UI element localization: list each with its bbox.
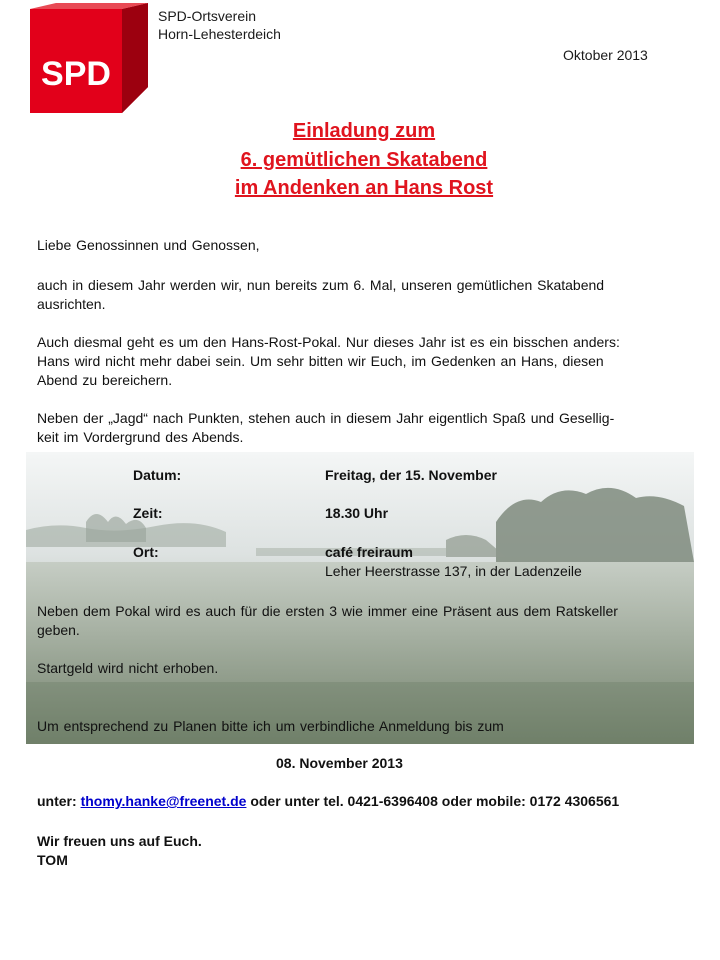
letter-date: Oktober 2013 [563, 47, 648, 63]
paragraph-3-line2: keit im Vordergrund des Abends. [37, 429, 244, 445]
paragraph-1 [37, 276, 604, 314]
paragraph-1-line2: ausrichten. [37, 296, 106, 312]
page-title [0, 117, 720, 203]
paragraph-4-line2: geben. [37, 622, 80, 638]
org-line1: SPD-Ortsverein [158, 8, 257, 24]
logo-text: SPD [41, 55, 111, 93]
org-name [158, 7, 281, 43]
signature: TOM [37, 852, 68, 868]
paragraph-3 [37, 409, 614, 447]
paragraph-3-line1: Neben der „Jagd“ nach Punkten, stehen auch in diesem Jahr eigentlich Spaß und Gesellig- [37, 410, 615, 426]
org-line2: Horn-Lehesterdeich [158, 26, 281, 42]
title-line3: im Andenken an Hans Rost [234, 177, 494, 199]
ort-label: Ort: [133, 544, 159, 560]
zeit-value: 18.30 Uhr [325, 505, 389, 521]
contact-prefix: unter: [37, 793, 81, 809]
ort-address: Leher Heerstrasse 137, in der Ladenzeile [325, 563, 582, 579]
spd-logo [26, 3, 150, 113]
zeit-label: Zeit: [133, 505, 163, 521]
paragraph-2-line1: Auch diesmal geht es um den Hans-Rost-Pokal. Nur dieses Jahr ist es ein bisschen anders: [37, 334, 620, 350]
paragraph-1-line1: auch in diesem Jahr werden wir, nun bereits zum 6. Mal, unseren gemütlichen Skatabend [37, 277, 605, 293]
title-line2: 6. gemütlichen Skatabend [240, 148, 488, 171]
paragraph-4-line1: Neben dem Pokal wird es auch für die ersten 3 wie immer eine Präsent aus dem Ratskeller [37, 603, 618, 619]
deadline-date: 08. November 2013 [276, 755, 403, 771]
title-line1: Einladung zum [292, 120, 436, 142]
paragraph-6: Um entsprechend zu Planen bitte ich um verbindliche Anmeldung bis zum [37, 718, 504, 734]
ort-value: café freiraum [325, 544, 413, 560]
contact-suffix: oder unter tel. 0421-6396408 oder mobile: 0172 4306561 [246, 793, 620, 809]
datum-label: Datum: [133, 467, 182, 483]
greeting: Liebe Genossinnen und Genossen, [37, 237, 260, 253]
paragraph-4 [37, 602, 618, 640]
datum-value: Freitag, der 15. November [325, 467, 497, 483]
paragraph-2-line3: Abend zu bereichern. [37, 372, 173, 388]
contact-line [37, 793, 619, 809]
background-photo [26, 452, 694, 744]
paragraph-2-line2: Hans wird nicht mehr dabei sein. Um sehr bitten wir Euch, im Gedenken an Hans, diesen [37, 353, 604, 369]
paragraph-5: Startgeld wird nicht erhoben. [37, 660, 219, 676]
closing-text: Wir freuen uns auf Euch. [37, 833, 202, 849]
paragraph-2 [37, 333, 620, 390]
closing [37, 832, 202, 870]
email-link[interactable]: thomy.hanke@freenet.de [80, 793, 247, 809]
